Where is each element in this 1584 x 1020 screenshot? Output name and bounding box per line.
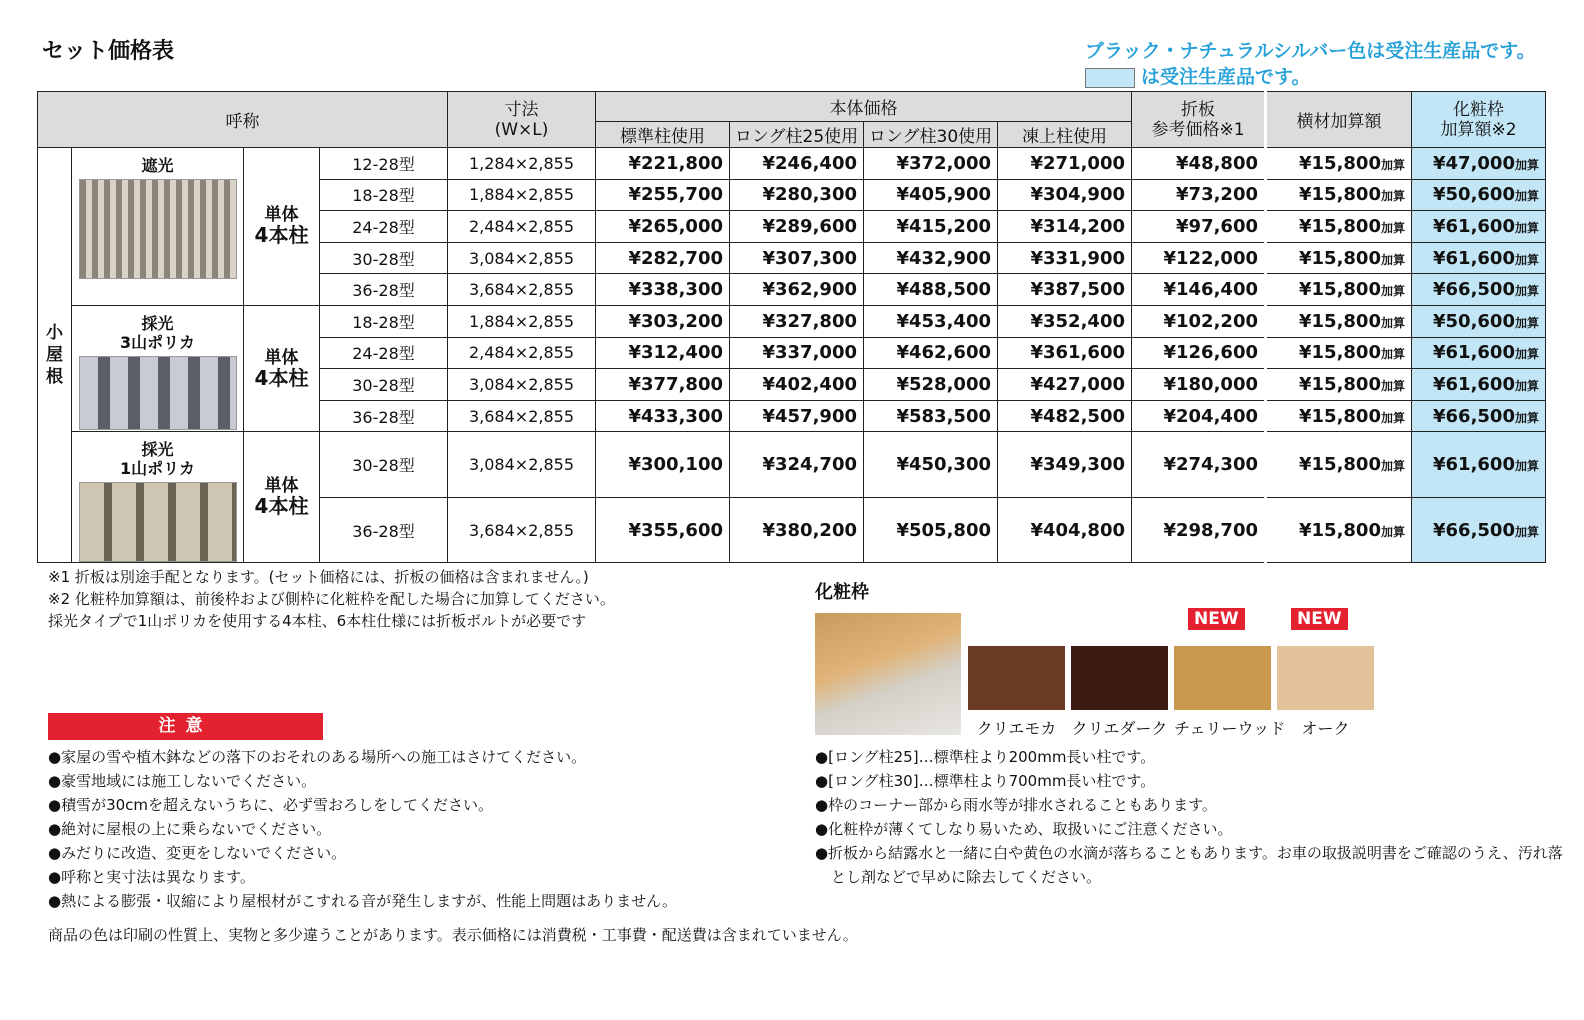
long30-price: ¥405,900 <box>864 179 998 211</box>
color-swatch <box>1071 646 1168 739</box>
roof-photo <box>79 356 237 430</box>
beam-add: ¥15,800加算 <box>1266 432 1412 498</box>
beam-add: ¥15,800加算 <box>1266 211 1412 243</box>
dimension-cell: 1,884×2,855 <box>448 305 596 337</box>
frost-price: ¥271,000 <box>998 148 1132 180</box>
color-name: クリエモカ <box>976 719 1057 738</box>
footnote: ※1 折板は別途手配となります。(セット価格には、折板の価格は含まれません。) <box>48 568 589 586</box>
deco-add: ¥61,600加算 <box>1412 337 1546 369</box>
price-table <box>37 91 1546 563</box>
model-cell: 24-28型 <box>320 337 448 369</box>
long30-price: ¥583,500 <box>864 400 998 432</box>
caution-item: ●みだりに改造、変更をしないでください。 <box>48 844 347 862</box>
long25-price: ¥307,300 <box>730 242 864 274</box>
deco-add: ¥61,600加算 <box>1412 242 1546 274</box>
long30-price: ¥528,000 <box>864 369 998 401</box>
frost-price: ¥314,200 <box>998 211 1132 243</box>
color-chip <box>1071 646 1168 710</box>
deco-add: ¥61,600加算 <box>1412 211 1546 243</box>
model-cell: 30-28型 <box>320 369 448 401</box>
frame-note: ●枠のコーナー部から雨水等が排水されることもあります。 <box>815 796 1217 814</box>
model-cell: 12-28型 <box>320 148 448 180</box>
header-deco: 化粧枠 加算額※2 <box>1412 92 1546 148</box>
dimension-cell: 3,684×2,855 <box>448 400 596 432</box>
dimension-cell: 2,484×2,855 <box>448 337 596 369</box>
long30-price: ¥488,500 <box>864 274 998 306</box>
standard-price: ¥338,300 <box>596 274 730 306</box>
header-body-price: 本体価格 <box>596 92 1132 122</box>
color-swatch <box>968 646 1065 739</box>
standard-price: ¥265,000 <box>596 211 730 243</box>
frost-price: ¥482,500 <box>998 400 1132 432</box>
long30-price: ¥462,600 <box>864 337 998 369</box>
beam-add: ¥15,800加算 <box>1266 400 1412 432</box>
header-name: 呼称 <box>38 92 448 148</box>
caution-item: ●家屋の雪や植木鉢などの落下のおそれのある場所への施工はさけてください。 <box>48 748 587 766</box>
caution-heading: 注意 <box>48 713 323 740</box>
long30-price: ¥432,900 <box>864 242 998 274</box>
standard-price: ¥377,800 <box>596 369 730 401</box>
fold-price: ¥180,000 <box>1132 369 1266 401</box>
frame-note: ●[ロング柱25]…標準柱より200mm長い柱です。 <box>815 748 1156 766</box>
frost-price: ¥361,600 <box>998 337 1132 369</box>
header-size: 寸法 (W×L) <box>448 92 596 148</box>
color-chip <box>1277 646 1374 710</box>
caution-list <box>48 745 677 913</box>
roof-kind-label: 採光 1山ポリカ <box>120 440 195 479</box>
beam-add: ¥15,800加算 <box>1266 369 1412 401</box>
dimension-cell: 1,284×2,855 <box>448 148 596 180</box>
standard-price: ¥355,600 <box>596 497 730 563</box>
caution-item: ●熱による膨張・収縮により屋根材がこすれる音が発生しますが、性能上問題はありません。 <box>48 892 677 910</box>
long25-price: ¥324,700 <box>730 432 864 498</box>
long25-price: ¥362,900 <box>730 274 864 306</box>
roof-kind-label: 遮光 <box>141 156 174 175</box>
dimension-cell: 3,084×2,855 <box>448 242 596 274</box>
model-cell: 36-28型 <box>320 497 448 563</box>
new-badge: NEW <box>1188 608 1245 630</box>
fold-price: ¥146,400 <box>1132 274 1266 306</box>
roof-kind-cell <box>72 432 244 563</box>
deco-add: ¥47,000加算 <box>1412 148 1546 180</box>
fold-price: ¥102,200 <box>1132 305 1266 337</box>
footnotes <box>48 566 615 632</box>
header-beam: 横材加算額 <box>1266 92 1412 148</box>
header-standard: 標準柱使用 <box>596 122 730 148</box>
frame-note: ●化粧枠が薄くてしなり易いため、取扱いにご注意ください。 <box>815 820 1233 838</box>
dimension-cell: 3,084×2,855 <box>448 432 596 498</box>
model-cell: 30-28型 <box>320 432 448 498</box>
color-chip <box>1174 646 1271 710</box>
long30-price: ¥450,300 <box>864 432 998 498</box>
long25-price: ¥246,400 <box>730 148 864 180</box>
roof-kind-cell <box>72 148 244 306</box>
long25-price: ¥289,600 <box>730 211 864 243</box>
frame-note: ●折板から結露水と一緒に白や黄色の水滴が落ちることもあります。お車の取扱説明書をご確認のうえ、汚れ落とし剤などで早めに除去してください。 <box>815 844 1563 886</box>
color-name: オーク <box>1301 719 1350 738</box>
dimension-cell: 1,884×2,855 <box>448 179 596 211</box>
header-long30: ロング柱30使用 <box>864 122 998 148</box>
pillar-type: 単体 4本柱 <box>244 305 320 431</box>
model-cell: 24-28型 <box>320 211 448 243</box>
legend-swatch <box>1085 68 1135 88</box>
long25-price: ¥457,900 <box>730 400 864 432</box>
standard-price: ¥282,700 <box>596 242 730 274</box>
standard-price: ¥300,100 <box>596 432 730 498</box>
roof-photo <box>79 482 237 562</box>
deco-add: ¥66,500加算 <box>1412 274 1546 306</box>
model-cell: 18-28型 <box>320 305 448 337</box>
fold-price: ¥73,200 <box>1132 179 1266 211</box>
caution-item: ●豪雪地域には施工しないでください。 <box>48 772 317 790</box>
frost-price: ¥387,500 <box>998 274 1132 306</box>
table-row <box>38 148 1546 180</box>
fold-price: ¥97,600 <box>1132 211 1266 243</box>
fold-price: ¥204,400 <box>1132 400 1266 432</box>
standard-price: ¥312,400 <box>596 337 730 369</box>
header-frost: 凍上柱使用 <box>998 122 1132 148</box>
long25-price: ¥327,800 <box>730 305 864 337</box>
deco-add: ¥50,600加算 <box>1412 305 1546 337</box>
fold-price: ¥48,800 <box>1132 148 1266 180</box>
fold-price: ¥126,600 <box>1132 337 1266 369</box>
color-swatch <box>1174 609 1286 739</box>
long30-price: ¥505,800 <box>864 497 998 563</box>
frame-notes <box>815 745 1575 889</box>
long25-price: ¥280,300 <box>730 179 864 211</box>
deco-add: ¥66,500加算 <box>1412 497 1546 563</box>
standard-price: ¥255,700 <box>596 179 730 211</box>
dimension-cell: 3,684×2,855 <box>448 274 596 306</box>
model-cell: 36-28型 <box>320 400 448 432</box>
beam-add: ¥15,800加算 <box>1266 305 1412 337</box>
table-row <box>38 305 1546 337</box>
footnote: ※2 化粧枠加算額は、前後枠および側枠に化粧枠を配した場合に加算してください。 <box>48 590 615 608</box>
long25-price: ¥402,400 <box>730 369 864 401</box>
standard-price: ¥433,300 <box>596 400 730 432</box>
header-fold: 折板 参考価格※1 <box>1132 92 1266 148</box>
color-name: チェリーウッド <box>1174 719 1286 738</box>
price-table-body <box>38 148 1546 563</box>
deco-add: ¥50,600加算 <box>1412 179 1546 211</box>
fold-price: ¥298,700 <box>1132 497 1266 563</box>
roof-photo <box>79 179 237 279</box>
bottom-note: 商品の色は印刷の性質上、実物と多少違うことがあります。表示価格には消費税・工事費・配送費は含まれていません。 <box>48 926 858 944</box>
order-notice: ブラック・ナチュラルシルバー色は受注生産品です。 <box>1085 40 1536 62</box>
roof-kind-label: 採光 3山ポリカ <box>120 313 195 352</box>
fold-price: ¥122,000 <box>1132 242 1266 274</box>
beam-add: ¥15,800加算 <box>1266 274 1412 306</box>
deco-add: ¥66,500加算 <box>1412 400 1546 432</box>
frost-price: ¥352,400 <box>998 305 1132 337</box>
beam-add: ¥15,800加算 <box>1266 497 1412 563</box>
beam-add: ¥15,800加算 <box>1266 337 1412 369</box>
roof-kind-cell <box>72 305 244 431</box>
dimension-cell: 3,684×2,855 <box>448 497 596 563</box>
dimension-cell: 3,084×2,855 <box>448 369 596 401</box>
long30-price: ¥453,400 <box>864 305 998 337</box>
header-long25: ロング柱25使用 <box>730 122 864 148</box>
pillar-type: 単体 4本柱 <box>244 148 320 306</box>
footnote: 採光タイプで1山ポリカを使用する4本柱、6本柱仕様には折板ボルトが必要です <box>48 612 587 630</box>
beam-add: ¥15,800加算 <box>1266 179 1412 211</box>
pillar-type: 単体 4本柱 <box>244 432 320 563</box>
long25-price: ¥380,200 <box>730 497 864 563</box>
caution-item: ●積雪が30cmを超えないうちに、必ず雪おろしをしてください。 <box>48 796 494 814</box>
caution-item: ●呼称と実寸法は異なります。 <box>48 868 255 886</box>
deco-add: ¥61,600加算 <box>1412 369 1546 401</box>
color-name: クリエダーク <box>1071 719 1168 738</box>
model-cell: 30-28型 <box>320 242 448 274</box>
frost-price: ¥404,800 <box>998 497 1132 563</box>
deco-add: ¥61,600加算 <box>1412 432 1546 498</box>
frost-price: ¥349,300 <box>998 432 1132 498</box>
roof-type-label: 小 屋 根 <box>38 148 72 563</box>
long30-price: ¥372,000 <box>864 148 998 180</box>
color-swatch <box>1277 609 1374 739</box>
long30-price: ¥415,200 <box>864 211 998 243</box>
long25-price: ¥337,000 <box>730 337 864 369</box>
standard-price: ¥303,200 <box>596 305 730 337</box>
frost-price: ¥331,900 <box>998 242 1132 274</box>
model-cell: 36-28型 <box>320 274 448 306</box>
color-chip <box>968 646 1065 710</box>
model-cell: 18-28型 <box>320 179 448 211</box>
frame-corner-image <box>815 613 961 735</box>
frame-title: 化粧枠 <box>815 582 869 603</box>
beam-add: ¥15,800加算 <box>1266 242 1412 274</box>
frame-note: ●[ロング柱30]…標準柱より700mm長い柱です。 <box>815 772 1156 790</box>
caution-item: ●絶対に屋根の上に乗らないでください。 <box>48 820 332 838</box>
table-row <box>38 432 1546 498</box>
standard-price: ¥221,800 <box>596 148 730 180</box>
dimension-cell: 2,484×2,855 <box>448 211 596 243</box>
color-swatches <box>968 609 1374 739</box>
page-title: セット価格表 <box>42 39 175 64</box>
frost-price: ¥427,000 <box>998 369 1132 401</box>
order-notice-2: は受注生産品です。 <box>1085 62 1310 89</box>
beam-add: ¥15,800加算 <box>1266 148 1412 180</box>
new-badge: NEW <box>1291 608 1348 630</box>
fold-price: ¥274,300 <box>1132 432 1266 498</box>
frost-price: ¥304,900 <box>998 179 1132 211</box>
